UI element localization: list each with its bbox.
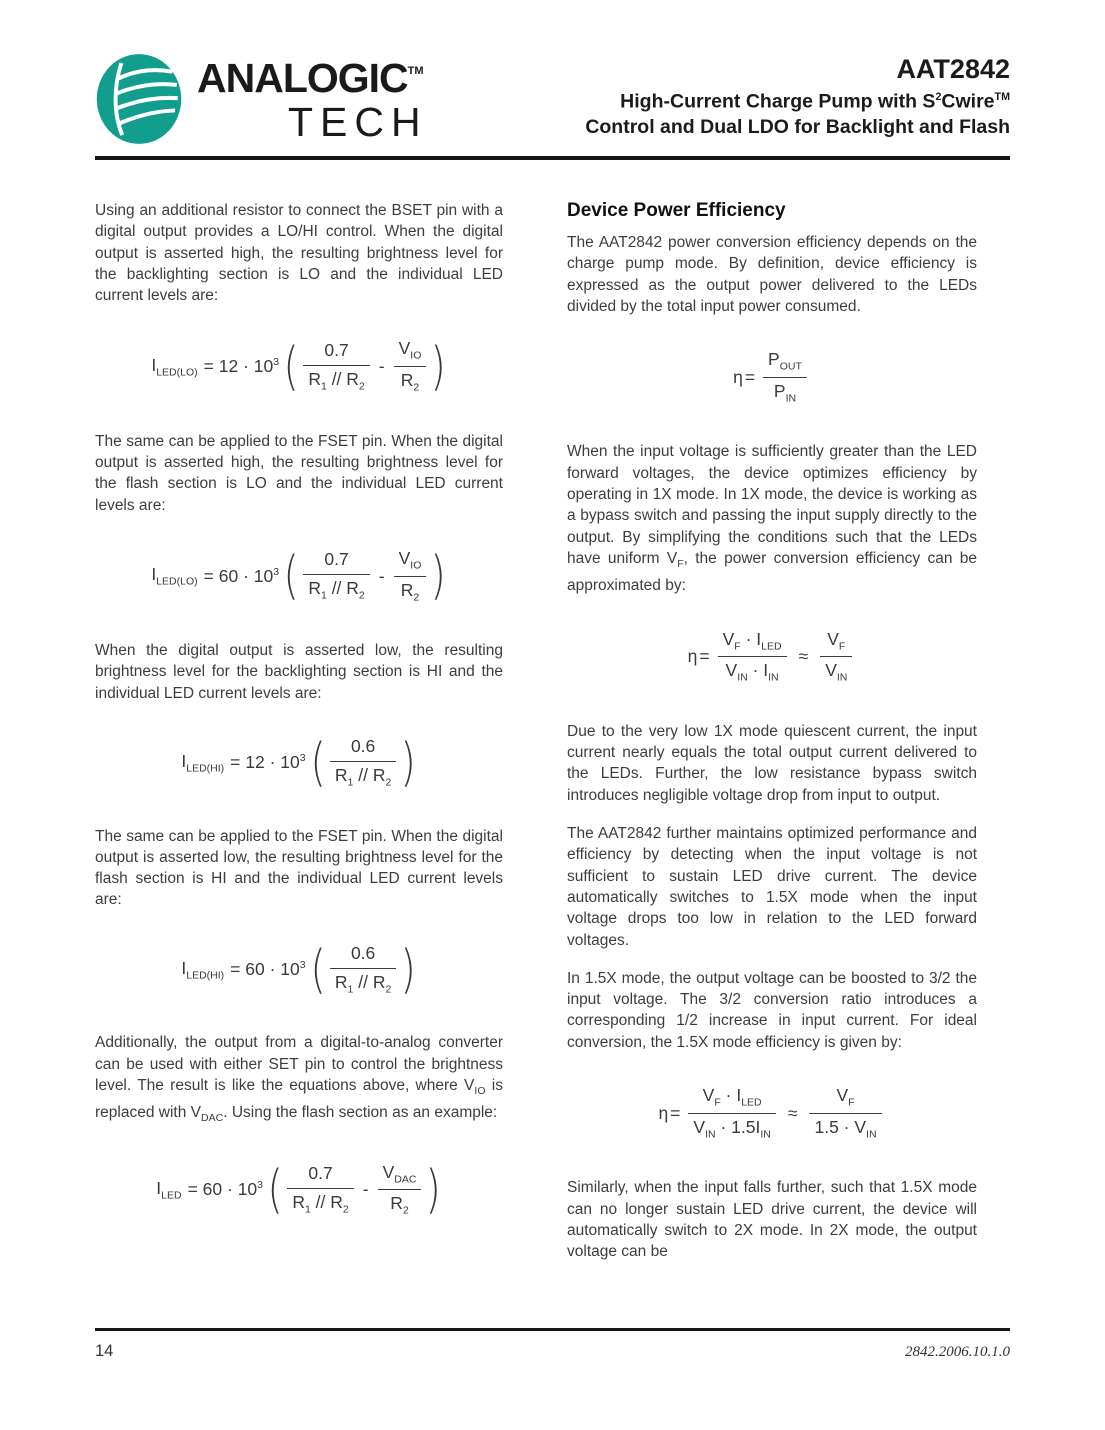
formula-eta-1p5x: η = $\frac{V_F \cdot I_{LED}}{V_{IN} \cdot 1.5I_{IN}}$ ≈ $\frac{V_F}{1.5 \cdot V_{IN}}$ [567, 1085, 977, 1141]
numerator: 0.6 [330, 736, 396, 762]
right-paren: ) [400, 732, 417, 793]
paragraph-2x-mode: Similarly, when the input falls further, such that 1.5X mode can no longer sustain LED drive current, the device will automatically switch to 2X mode. In 2X mode, the output voltage can be [567, 1179, 977, 1261]
page-header [95, 52, 1010, 146]
brand-wordmark [197, 52, 428, 145]
numerator: $V_F \cdot I_{LED}$ [718, 629, 787, 658]
doc-version: 2842.2006.10.1.0 [905, 1344, 1010, 1360]
brand-name-bottom: TECH [287, 99, 428, 145]
numerator: 0.7 [287, 1163, 353, 1189]
formula-iled-lo-12: $I_{LED(LO)}$ = $12 \cdot 10^3$ ( $\frac{0.7}{R_1 // R_2}$ - $\frac{V_{IO}}{R_2}$ ) [151, 336, 447, 397]
paragraph-efficiency-intro: The AAT2842 power conversion efficiency depends on the charge pump mode. By definition, device efficiency is expressed as the output power delivered to the LEDs divided by the total input power consumed. [567, 234, 977, 315]
paragraph-bset: Using an additional resistor to connect the BSET pin with a digital output provides a LO/HI control. When the digital output is asserted high, the resulting brightness level for the backlighting section is LO and the individual LED current levels are: [95, 202, 503, 305]
fraction [330, 943, 396, 997]
right-paren: ) [430, 546, 447, 607]
formula-iled-dac: $I_{LED}$ = $60 \cdot 10^3$ ( $\frac{0.7}{R_1 // R_2}$ - $\frac{V_{DAC}}{R_2}$ ) [156, 1159, 442, 1220]
header-rule [95, 156, 1010, 160]
numerator: $V_{DAC}$ [378, 1162, 422, 1191]
page-number: 14 [95, 1342, 114, 1360]
numerator: 0.7 [303, 340, 369, 366]
formula-iled-hi-12: $I_{LED(HI)}$ = $12 \cdot 10^3$ ( $\frac{0.6}{R_1 // R_2}$ ) [181, 732, 417, 793]
formula-lhs: $I_{LED(LO)}$ [151, 354, 198, 379]
formula-iled-hi-60: $I_{LED(HI)}$ = $60 \cdot 10^3$ ( $\frac{0.6}{R_1 // R_2}$ ) [181, 939, 417, 1000]
brand-name-top: ANALOGIC™ [197, 55, 424, 101]
part-number: AAT2842 [896, 54, 1010, 84]
fraction [394, 338, 427, 394]
paragraph-quiescent: Due to the very low 1X mode quiescent current, the input current nearly equals the total output current delivered to the LEDs. Further, the low resistance bypass switch introduces negligible voltage drop from input to output. [567, 722, 977, 804]
denominator: $P_{IN}$ [773, 380, 797, 405]
paragraph-bset-low: When the digital output is asserted low, the resulting brightness level for the backlighting section is HI and the individual LED current levels are: [95, 642, 503, 702]
denominator: $V_{IN} \cdot I_{IN}$ [725, 660, 779, 684]
section-heading: Device Power Efficiency [567, 200, 786, 221]
numerator: $V_F$ [809, 1085, 881, 1114]
paragraph-auto-switch: The AAT2842 further maintains optimized performance and efficiency by detecting when the input voltage is not sufficient to sustain LED drive current. The device automatically switches to 1.5X mode when the input voltage drops too low in relation to the LED forward voltages. [567, 825, 977, 949]
fraction [303, 549, 369, 603]
denominator: $V_{IN} \cdot 1.5I_{IN}$ [693, 1116, 771, 1141]
formula-lhs: $I_{LED(HI)}$ [181, 957, 225, 982]
paragraph-fset-low: The same can be applied to the FSET pin. When the digital output is asserted low, the resulting brightness level for the flash section is HI and the individual LED current levels are: [95, 827, 503, 909]
denominator: $1.5 \cdot V_{IN}$ [814, 1116, 877, 1141]
leaf-logo-icon [95, 52, 183, 146]
left-paren: ( [310, 732, 326, 793]
fraction [303, 340, 369, 394]
trademark-symbol: TM [407, 65, 424, 77]
left-column [95, 200, 503, 1316]
analogictech-logo [95, 52, 428, 146]
right-paren: ) [430, 336, 447, 397]
denominator: $R_1 // R_2$ [308, 578, 365, 602]
doc-title-line1: High-Current Charge Pump with $S^2Cwire™$ [620, 90, 1010, 113]
denominator: $R_2$ [400, 579, 420, 604]
formula-eta-1x: η = $\frac{V_F \cdot I_{LED}}{V_{IN} \cdot I_{IN}}$ ≈ $\frac{V_F}{V_{IN}}$ [567, 629, 977, 685]
fraction [688, 1085, 775, 1141]
left-paren: ( [283, 336, 299, 397]
left-paren: ( [310, 939, 326, 1000]
formula-lhs: $I_{LED}$ [156, 1178, 182, 1202]
right-column [567, 200, 977, 1316]
left-paren: ( [267, 1159, 283, 1220]
right-paren: ) [425, 1159, 442, 1220]
numerator: $P_{OUT}$ [763, 349, 807, 378]
fraction [394, 548, 427, 604]
eta-symbol: η [687, 646, 698, 667]
numerator: 0.6 [330, 943, 396, 969]
numerator: $V_{IO}$ [394, 548, 427, 577]
fraction [763, 349, 807, 405]
left-paren: ( [283, 546, 299, 607]
numerator: $V_F \cdot I_{LED}$ [688, 1085, 775, 1114]
fraction [378, 1162, 422, 1218]
denominator: $R_1 // R_2$ [308, 368, 365, 393]
denominator: $V_{IN}$ [825, 660, 848, 684]
document-titles [585, 52, 1010, 140]
paragraph-fset-high: The same can be applied to the FSET pin. When the digital output is asserted high, the resulting brightness level for the flash section is LO and the individual LED current levels are: [95, 432, 503, 514]
eta-symbol: η [658, 1102, 669, 1123]
paragraph-dac: Additionally, the output from a digital-to-analog converter can be used with either SET pin to control the brightness level. The result is like the equations above, where $V_{IO}$ is replaced with $V_{DAC}$. Using the flash section as an example: [95, 1034, 503, 1125]
fraction [287, 1163, 353, 1217]
formula-eta-pout-pin: η = $\frac{P_{OUT}}{P_{IN}}$ [567, 349, 977, 405]
denominator: $R_1 // R_2$ [334, 764, 392, 789]
doc-title-line2: Control and Dual LDO for Backlight and Flash [585, 115, 1010, 138]
denominator: $R_1 // R_2$ [292, 1191, 349, 1216]
fraction [330, 736, 396, 790]
formula-iled-lo-60: $I_{LED(LO)}$ = $60 \cdot 10^3$ ( $\frac{0.7}{R_1 // R_2}$ - $\frac{V_{IO}}{R_2}$ ) [151, 546, 447, 607]
fraction [809, 1085, 881, 1141]
eta-symbol: η [733, 366, 743, 387]
fraction [820, 629, 852, 685]
denominator: $R_1 // R_2$ [334, 971, 392, 996]
numerator: 0.7 [303, 549, 369, 575]
fraction [718, 629, 787, 685]
paragraph-1p5x-mode: In 1.5X mode, the output voltage can be boosted to 3/2 the input voltage. The 3/2 conversion ratio introduces a corresponding 1/2 increase in input current. For ideal conversion, the 1.5X mode efficiency is given by: [567, 969, 977, 1051]
formula-lhs: $I_{LED(LO)}$ [151, 564, 198, 588]
denominator: $R_2$ [400, 370, 420, 394]
right-paren: ) [400, 939, 417, 1000]
formula-lhs: $I_{LED(HI)}$ [181, 751, 225, 775]
page-footer [95, 1331, 1010, 1361]
numerator: $V_F$ [820, 629, 852, 658]
numerator: $V_{IO}$ [394, 338, 427, 367]
trademark-symbol: TM [994, 91, 1010, 104]
denominator: $R_2$ [390, 1193, 409, 1217]
two-column-content [95, 200, 1010, 1316]
paragraph-1x-mode: When the input voltage is sufficiently greater than the LED forward voltages, the device optimizes efficiency by operating in 1X mode. In 1X mode, the device is working as a bypass switch and passing the input supply directly to the output. By simplifying the conditions such that the LEDs have uniform $V_F$, the power conversion efficiency can be approximated by: [567, 443, 977, 595]
